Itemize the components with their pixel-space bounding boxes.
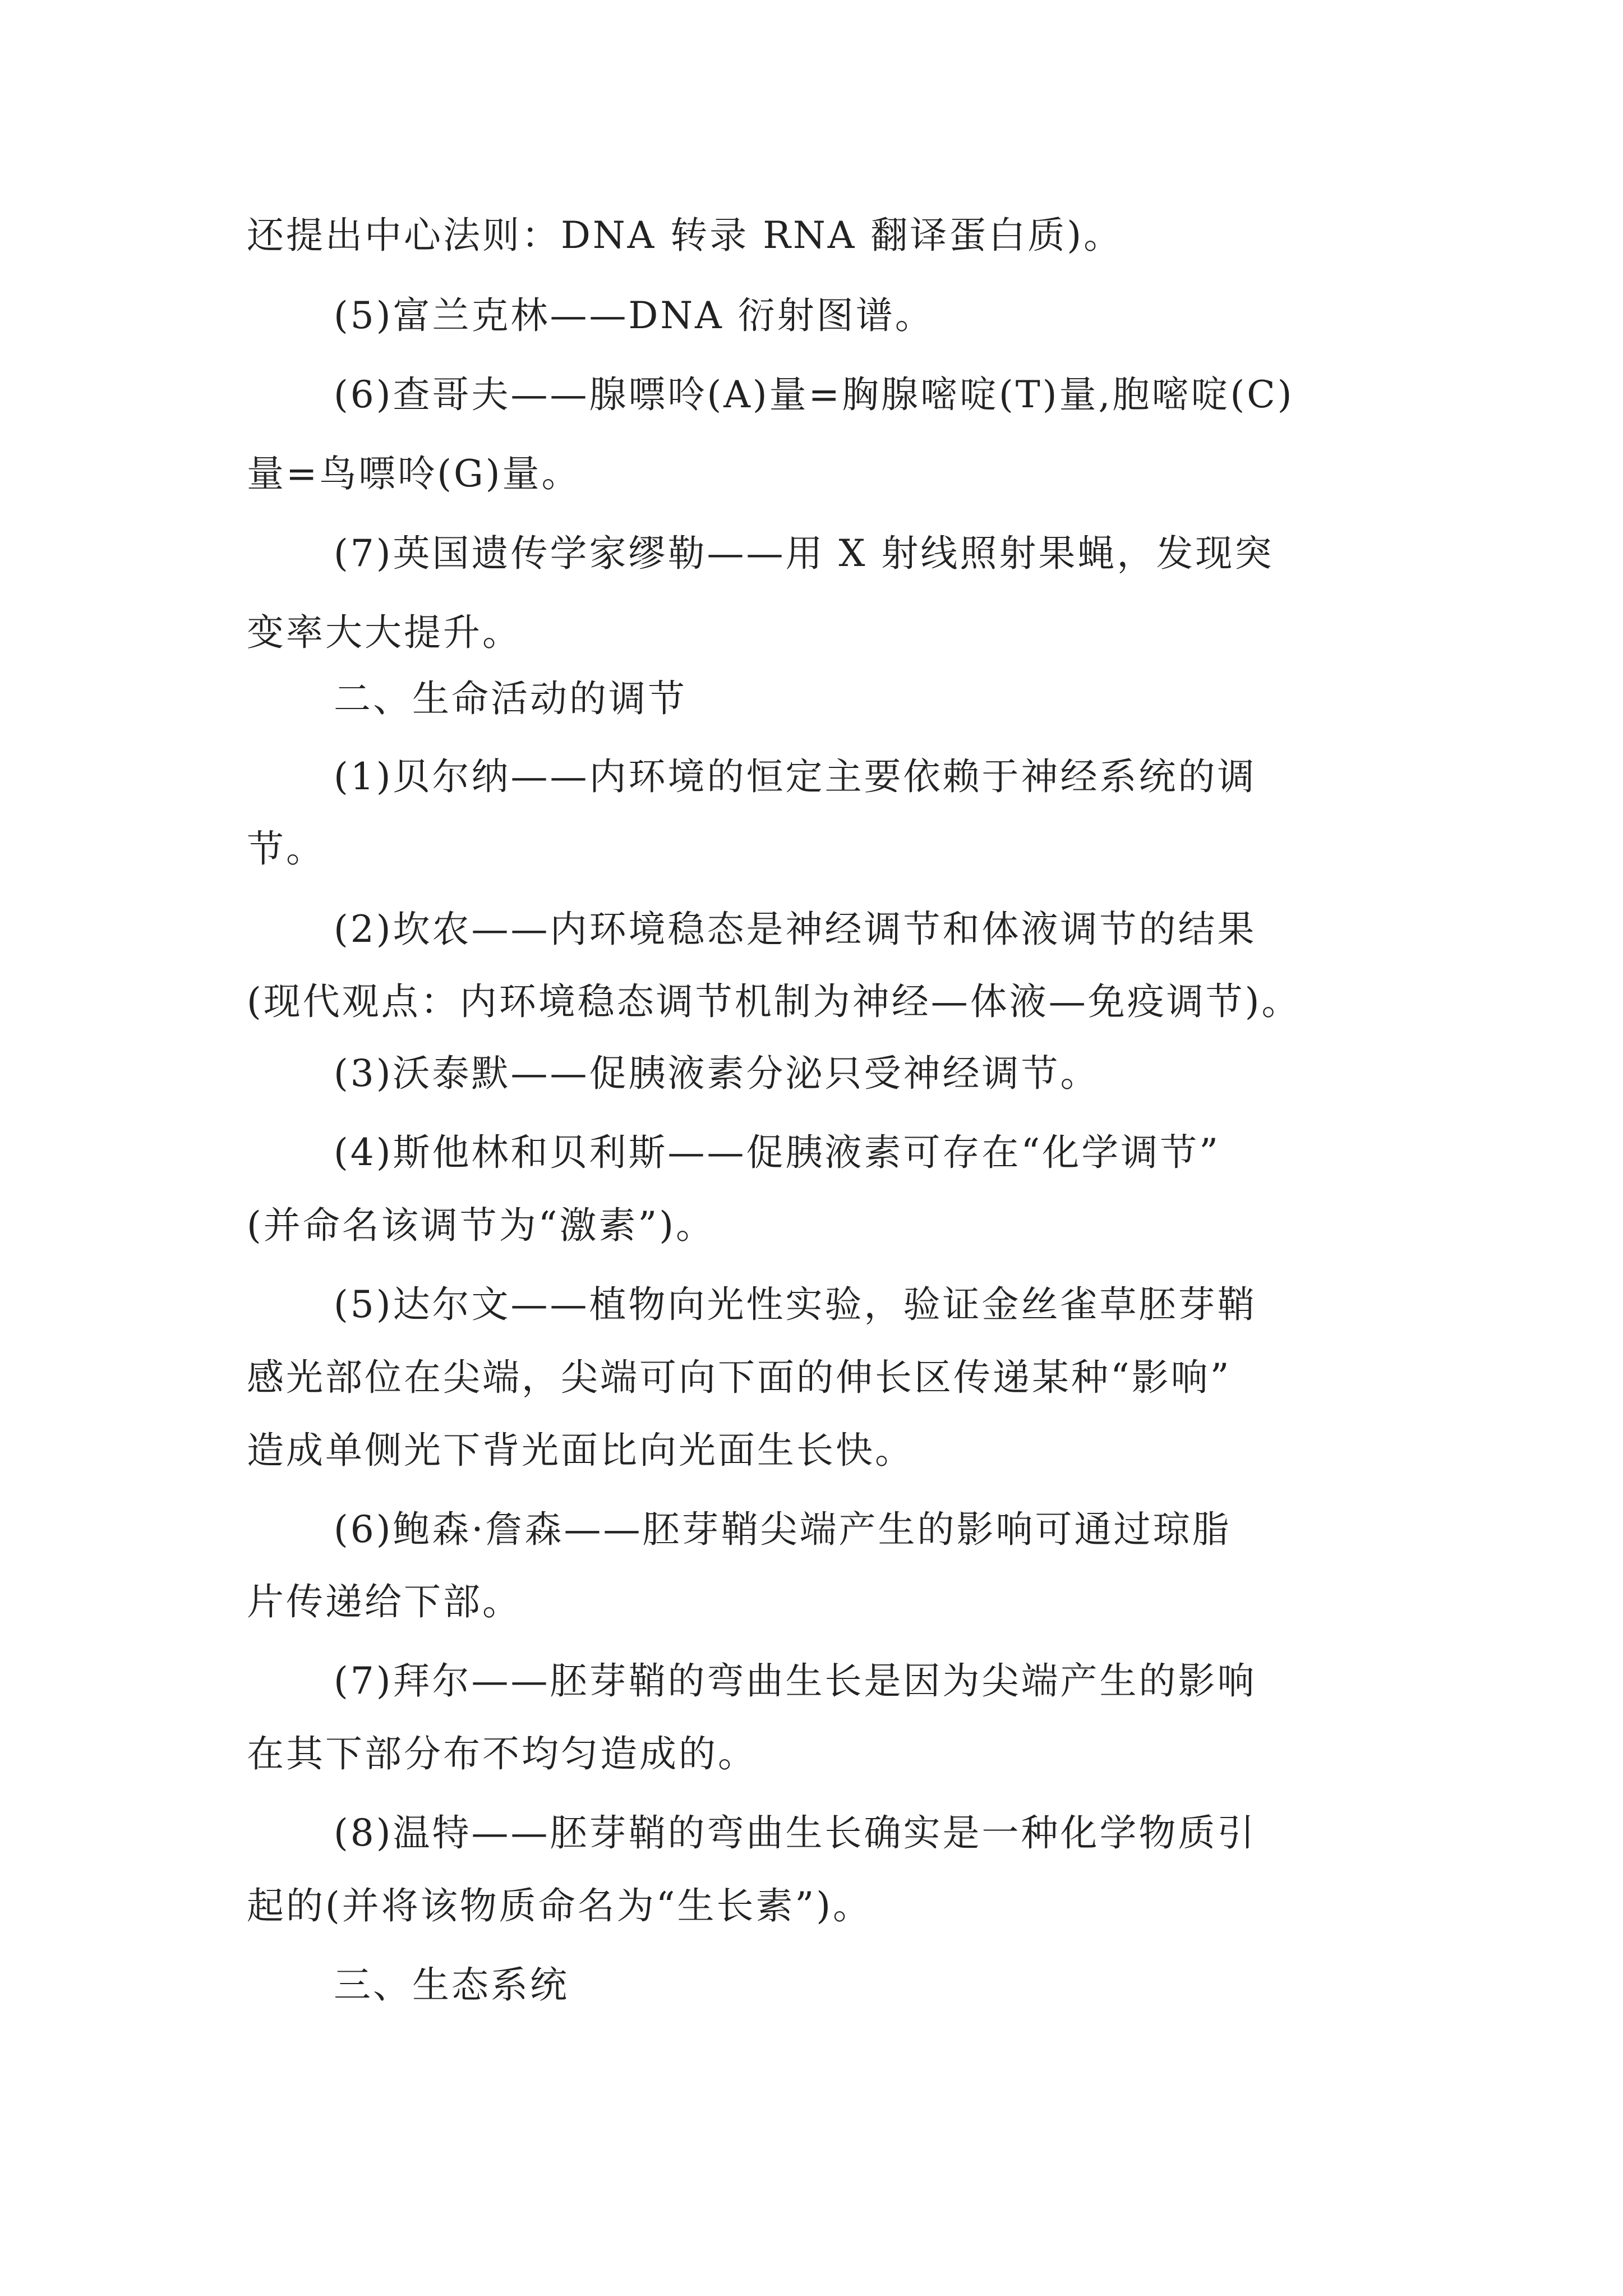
text-line: (2)坎农——内环境稳态是神经调节和体液调节的结果 [334, 908, 1257, 951]
text-line: (8)温特——胚芽鞘的弯曲生长确实是一种化学物质引 [334, 1811, 1257, 1855]
text-line: (4)斯他林和贝利斯——促胰液素可存在“化学调节” [334, 1131, 1220, 1174]
text-line: 节。 [247, 827, 325, 871]
text-line: 还提出中心法则：DNA 转录 RNA 翻译蛋白质)。 [247, 214, 1123, 257]
text-line: (5)富兰克林——DNA 衍射图谱。 [334, 294, 934, 337]
text-line: 感光部位在尖端，尖端可向下面的伸长区传递某种“影响” [247, 1356, 1232, 1399]
text-line: (1)贝尔纳——内环境的恒定主要依赖于神经系统的调 [334, 755, 1257, 798]
text-line: (现代观点：内环境稳态调节机制为神经—体液—免疫调节)。 [247, 980, 1301, 1023]
text-line: 在其下部分布不均匀造成的。 [247, 1732, 757, 1775]
text-line: (7)拜尔——胚芽鞘的弯曲生长是因为尖端产生的影响 [334, 1659, 1257, 1703]
text-line: (6)查哥夫——腺嘌呤(A)量=胸腺嘧啶(T)量,胞嘧啶(C) [334, 373, 1294, 416]
text-line: 量=鸟嘌呤(G)量。 [247, 452, 581, 495]
text-line: (6)鲍森·詹森——胚芽鞘尖端产生的影响可通过琼脂 [334, 1508, 1232, 1551]
text-line: 起的(并将该物质命名为“生长素”)。 [247, 1884, 872, 1927]
text-line: (并命名该调节为“激素”)。 [247, 1204, 715, 1247]
text-line: (5)达尔文——植物向光性实验，验证金丝雀草胚芽鞘 [334, 1283, 1257, 1326]
text-line: (7)英国遗传学家缪勒——用 X 射线照射果蝇，发现突 [334, 532, 1274, 575]
text-line: (3)沃泰默——促胰液素分泌只受神经调节。 [334, 1052, 1100, 1095]
text-line: 变率大大提升。 [247, 611, 522, 654]
text-line: 造成单侧光下背光面比向光面生长快。 [247, 1429, 914, 1472]
text-line: 片传递给下部。 [247, 1580, 522, 1623]
section-heading: 三、生态系统 [334, 1963, 569, 2007]
section-heading: 二、生命活动的调节 [334, 677, 687, 720]
